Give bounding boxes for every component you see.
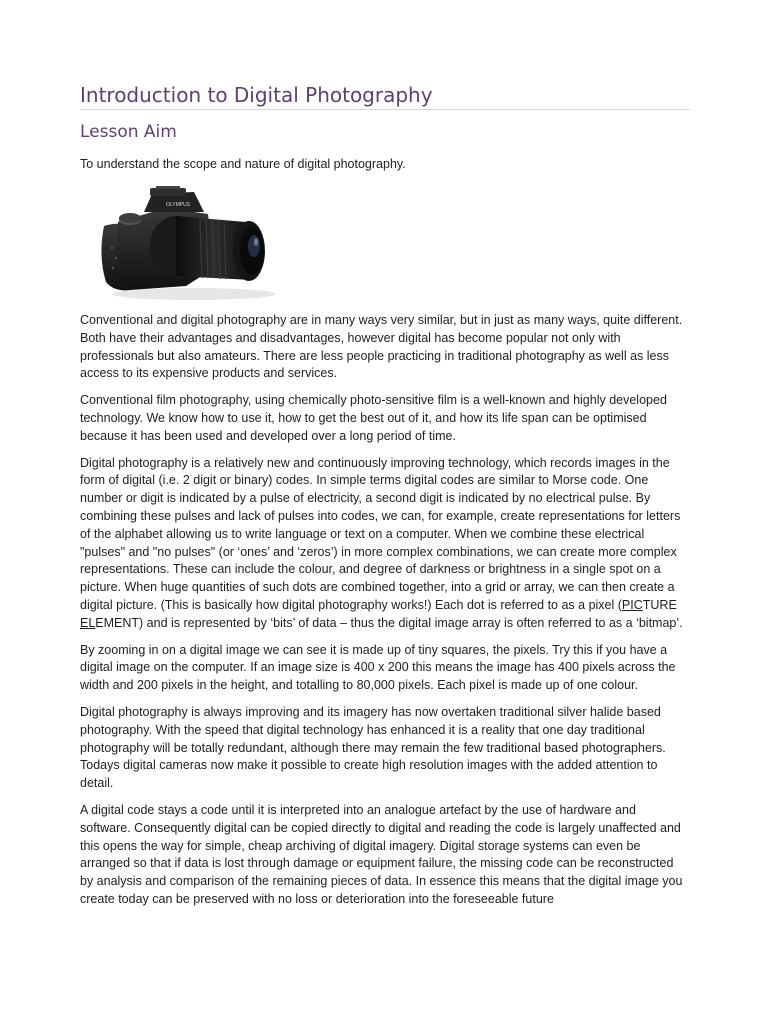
section-heading-lesson-aim: Lesson Aim [80, 122, 177, 142]
body-text [80, 312, 690, 918]
paragraph-1: Conventional and digital photography are in many ways very similar, but in just as many ways, quite different. Both have their advantages and disadvantages, however digital has become popular not only with professionals but also amateurs. There are less people practicing in traditional photography as well as less access to its expensive products and services. [80, 313, 683, 381]
paragraph-3-text-mid: TURE [642, 597, 677, 612]
paragraph-5: Digital photography is always improving and its imagery has now overtaken traditional silver halide based photography. With the speed that digital technology has enhanced it is a reality that one day traditional photography will be totally redundant, although there may remain the few traditional based photographers. Todays digital cameras now make it possible to create high resolution images with the added attention to detail. [80, 704, 666, 791]
paragraph-3-text: Digital photography is a relatively new and continuously improving technology, which records images in the form of digital (i.e. 2 digit or binary) codes. In simple terms digital codes are similar to Morse code. One number or digit is indicated by a pulse of electricity, a second digit is indicated by no electrical pulse. By combining these pulses and lack of pulses into codes, we can, for example, create representations for letters of the alphabet allowing us to write language or text on a computer. When we combine these electrical "pulses" and "no pulses" (or ‘ones’ and ‘zeros’) in more complex combinations, we can create more complex representations. These can include the colour, and degree of darkness or brightness in a single spot on a picture. When huge quantities of such dots are combined together, into a grid or array, we can then create a digital picture. (This is basically how digital photography works!) Each dot is referred to as a pixel ( [80, 455, 681, 612]
paragraph-3-text-mid2: EMENT [95, 615, 140, 630]
page-title: Introduction to Digital Photography [80, 81, 690, 110]
camera-brand-text: OLYMPUS [166, 202, 191, 208]
paragraph-6: A digital code stays a code until it is interpreted into an analogue artefact by the use of hardware and software. Consequently digital can be copied directly to digital and reading the code is largely unaffected and this opens the way for simple, cheap archiving of digital imagery. Digital storage systems can even be arranged so that if data is lost through damage or equipment failure, the missing code can be reconstructed by analysis and comparison of the remaining pieces of data. In essence this means that the digital image you create today can be preserved with no loss or deterioration into the foreseeable future [80, 802, 683, 906]
paragraph-4: By zooming in on a digital image we can see it is made up of tiny squares, the pixels. Try this if you have a digital image on the computer. If an image size is 400 x 200 this means the image has 400 pixels across the width and 200 pixels in the height, and totalling to 80,000 pixels. Each pixel is made up of one colour. [80, 642, 676, 693]
paragraph-2: Conventional film photography, using chemically photo-sensitive film is a well-known and highly developed technology. We know how to use it, how to get the best out of it, and how its life span can be optimised because it has been used and developed over a long period of time. [80, 393, 667, 443]
camera-image [96, 186, 284, 302]
pixel-acronym-el: EL [80, 615, 96, 630]
lesson-aim-text: To understand the scope and nature of digital photography. [80, 157, 406, 171]
paragraph-3 [80, 455, 690, 633]
pixel-acronym-pic: PIC [621, 597, 643, 612]
paragraph-3-text-end: ) and is represented by ‘bits’ of data – thus the digital image array is often referred to as a ‘bitmap’. [139, 615, 683, 630]
